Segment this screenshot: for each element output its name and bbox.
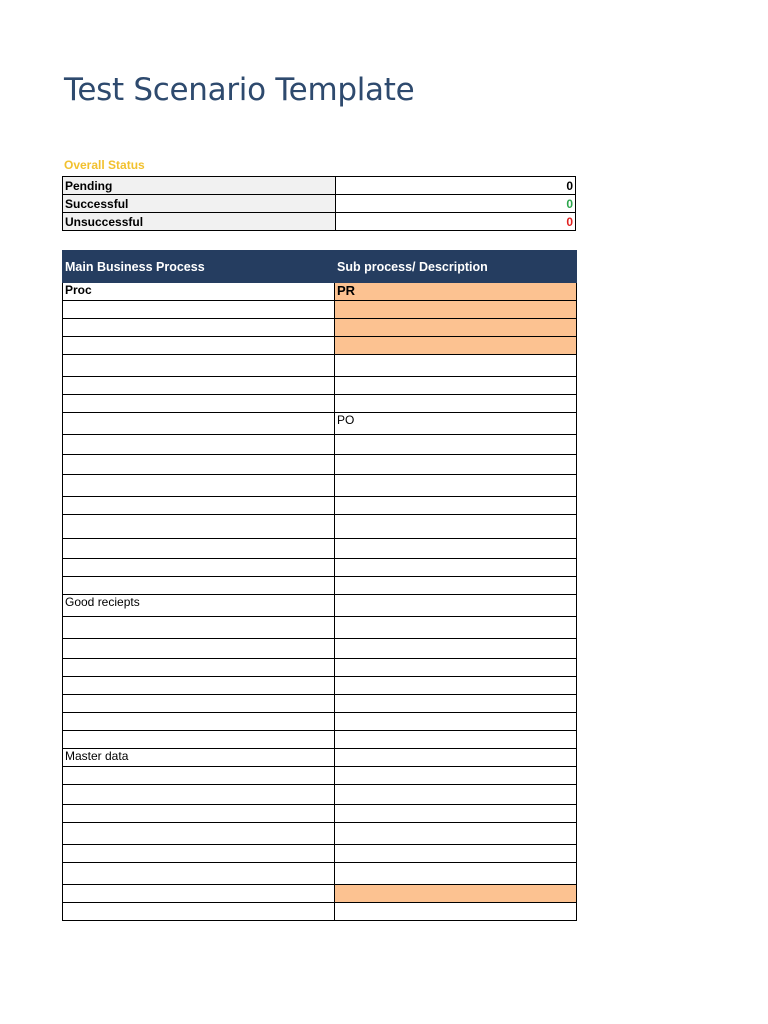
sub-process-cell[interactable]: [335, 659, 577, 677]
overall-status-label: Overall Status: [64, 158, 145, 172]
sub-process-cell[interactable]: [335, 863, 577, 885]
table-row: [63, 595, 577, 617]
table-body: [63, 283, 577, 921]
sub-process-cell[interactable]: [335, 785, 577, 805]
table-row: [63, 659, 577, 677]
sub-process-cell[interactable]: [335, 497, 577, 515]
sub-process-cell[interactable]: [335, 301, 577, 319]
process-cell[interactable]: [63, 677, 335, 695]
table-row: [63, 617, 577, 639]
sub-process-cell[interactable]: [335, 695, 577, 713]
table-row: [63, 885, 577, 903]
process-cell[interactable]: [63, 455, 335, 475]
sub-process-cell[interactable]: [335, 539, 577, 559]
process-cell[interactable]: Master data: [63, 749, 335, 767]
process-cell[interactable]: [63, 395, 335, 413]
sub-process-cell[interactable]: [335, 435, 577, 455]
process-cell[interactable]: [63, 435, 335, 455]
table-row: [63, 355, 577, 377]
overall-status-table: [62, 176, 576, 231]
sub-process-cell[interactable]: [335, 355, 577, 377]
process-cell[interactable]: [63, 301, 335, 319]
sub-process-cell[interactable]: [335, 475, 577, 497]
sub-process-cell[interactable]: [335, 805, 577, 823]
table-row: [63, 337, 577, 355]
table-row: [63, 823, 577, 845]
table-row: [63, 639, 577, 659]
sub-process-cell[interactable]: [335, 577, 577, 595]
sub-process-cell[interactable]: [335, 713, 577, 731]
status-row-pending: [63, 177, 576, 195]
process-cell[interactable]: [63, 577, 335, 595]
sub-process-cell[interactable]: [335, 639, 577, 659]
sub-process-cell[interactable]: [335, 337, 577, 355]
header-sub-process[interactable]: Sub process/ Description: [335, 251, 577, 283]
process-cell[interactable]: [63, 639, 335, 659]
status-row-unsuccessful: [63, 213, 576, 231]
process-cell[interactable]: [63, 497, 335, 515]
process-cell[interactable]: [63, 863, 335, 885]
process-cell[interactable]: [63, 695, 335, 713]
table-row: [63, 559, 577, 577]
page-title: Test Scenario Template: [64, 72, 415, 108]
table-row: [63, 377, 577, 395]
process-cell[interactable]: [63, 337, 335, 355]
header-main-business-process[interactable]: Main Business Process: [63, 251, 335, 283]
process-cell[interactable]: Proc: [63, 283, 335, 301]
process-cell[interactable]: [63, 785, 335, 805]
table-row: [63, 515, 577, 539]
process-cell[interactable]: [63, 475, 335, 497]
table-row: [63, 395, 577, 413]
status-value-unsuccessful[interactable]: 0: [336, 213, 576, 231]
sub-process-cell[interactable]: [335, 885, 577, 903]
table-row: [63, 455, 577, 475]
table-row: [63, 283, 577, 301]
table-row: [63, 497, 577, 515]
status-value-successful[interactable]: 0: [336, 195, 576, 213]
sub-process-cell[interactable]: [335, 749, 577, 767]
sub-process-cell[interactable]: [335, 731, 577, 749]
process-cell[interactable]: [63, 559, 335, 577]
table-header-row: [63, 251, 577, 283]
table-row: [63, 301, 577, 319]
status-label-pending[interactable]: Pending: [63, 177, 336, 195]
table-row: [63, 413, 577, 435]
process-cell[interactable]: Good reciepts: [63, 595, 335, 617]
table-row: [63, 785, 577, 805]
status-label-successful[interactable]: Successful: [63, 195, 336, 213]
sub-process-cell[interactable]: [335, 845, 577, 863]
table-row: [63, 577, 577, 595]
process-cell[interactable]: [63, 319, 335, 337]
process-cell[interactable]: [63, 885, 335, 903]
table-row: [63, 435, 577, 455]
table-row: [63, 845, 577, 863]
process-cell[interactable]: [63, 731, 335, 749]
table-row: [63, 805, 577, 823]
process-cell[interactable]: [63, 823, 335, 845]
table-row: [63, 903, 577, 921]
status-label-unsuccessful[interactable]: Unsuccessful: [63, 213, 336, 231]
sub-process-cell[interactable]: [335, 677, 577, 695]
process-cell[interactable]: [63, 659, 335, 677]
sub-process-cell[interactable]: [335, 319, 577, 337]
table-row: [63, 863, 577, 885]
sub-process-cell[interactable]: PO: [335, 413, 577, 435]
table-row: [63, 713, 577, 731]
process-cell[interactable]: [63, 713, 335, 731]
sub-process-cell[interactable]: [335, 395, 577, 413]
table-row: [63, 319, 577, 337]
process-cell[interactable]: [63, 377, 335, 395]
sub-process-cell[interactable]: [335, 515, 577, 539]
process-cell[interactable]: [63, 539, 335, 559]
sub-process-cell[interactable]: [335, 595, 577, 617]
table-row: [63, 767, 577, 785]
sub-process-cell[interactable]: PR: [335, 283, 577, 301]
sub-process-cell[interactable]: [335, 767, 577, 785]
sub-process-cell[interactable]: [335, 455, 577, 475]
process-cell[interactable]: [63, 515, 335, 539]
sub-process-cell[interactable]: [335, 903, 577, 921]
process-cell[interactable]: [63, 617, 335, 639]
sub-process-cell[interactable]: [335, 617, 577, 639]
process-cell[interactable]: [63, 413, 335, 435]
process-cell[interactable]: [63, 355, 335, 377]
process-cell[interactable]: [63, 845, 335, 863]
status-row-successful: [63, 195, 576, 213]
table-row: [63, 731, 577, 749]
sub-process-cell[interactable]: [335, 377, 577, 395]
sub-process-cell[interactable]: [335, 823, 577, 845]
status-value-pending[interactable]: 0: [336, 177, 576, 195]
table-row: [63, 677, 577, 695]
table-row: [63, 695, 577, 713]
process-cell[interactable]: [63, 805, 335, 823]
table-row: [63, 539, 577, 559]
process-cell[interactable]: [63, 767, 335, 785]
sub-process-cell[interactable]: [335, 559, 577, 577]
table-row: [63, 749, 577, 767]
process-cell[interactable]: [63, 903, 335, 921]
test-scenario-table: [62, 250, 577, 921]
table-row: [63, 475, 577, 497]
